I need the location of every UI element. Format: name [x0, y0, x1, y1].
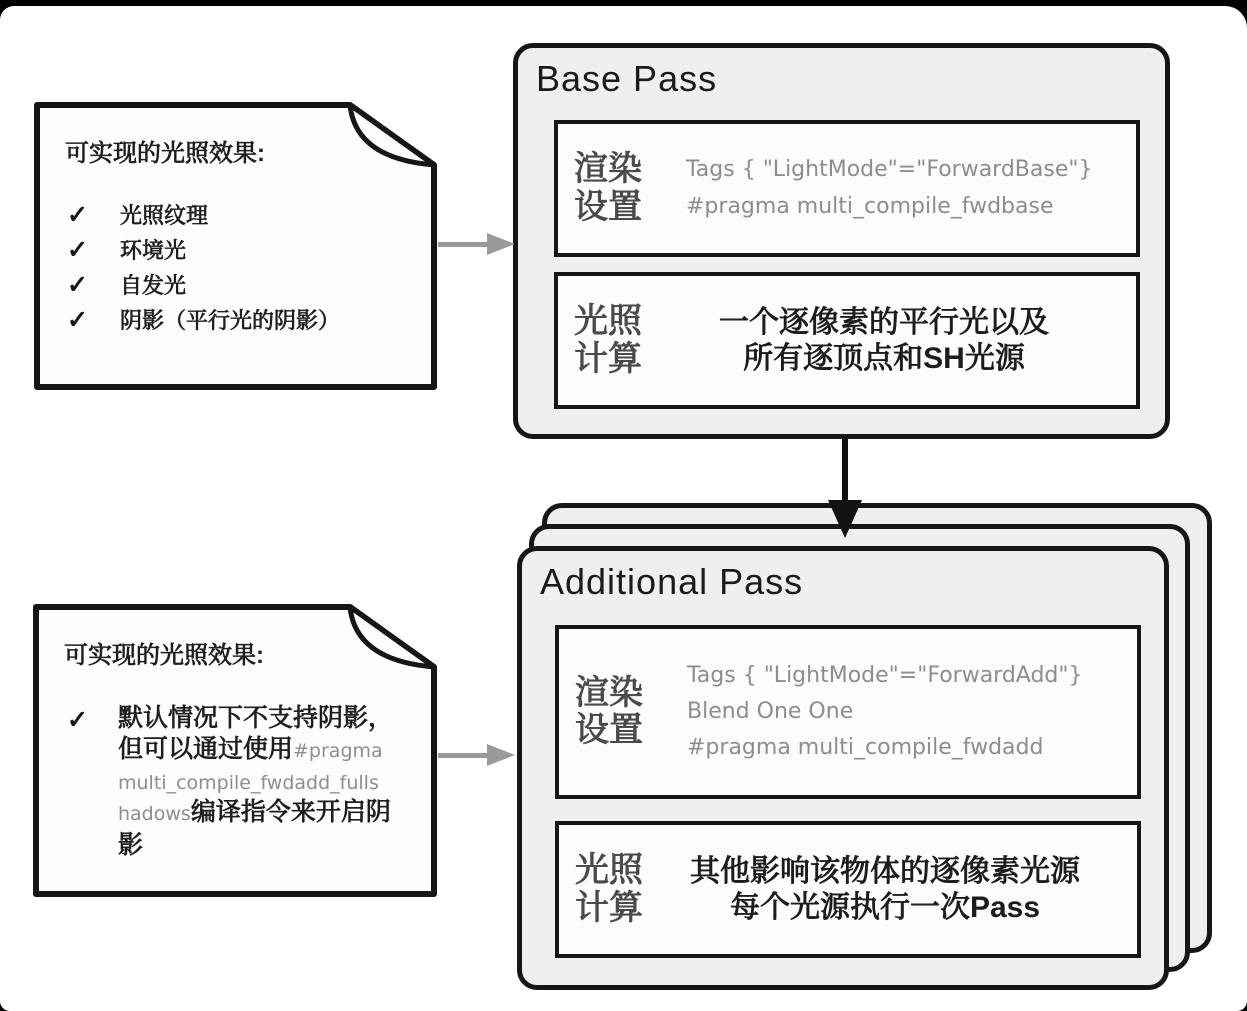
base-pass-render-code: [686, 152, 1092, 225]
arrow-right-head-icon: [487, 233, 515, 255]
list-item: ✓ 环境光: [67, 235, 187, 264]
pragma-code-text: hadows: [118, 803, 191, 825]
additional-pass-render-code: [687, 658, 1083, 767]
arrow-right-icon: [438, 242, 488, 247]
arrow-right-icon: [438, 753, 488, 758]
code-line: #pragma multi_compile_fwdbase: [686, 193, 1054, 219]
code-line: Tags { "LightMode"="ForwardBase"}: [686, 157, 1093, 183]
additional-pass-lighting-text: 其他影响该物体的逐像素光源 每个光源执行一次Pass: [690, 854, 1080, 924]
checkmark-icon: ✓: [67, 270, 88, 299]
code-line: Tags { "LightMode"="ForwardAdd"}: [687, 662, 1083, 688]
note-title: 可实现的光照效果:: [64, 642, 264, 669]
additional-pass-title: Additional Pass: [540, 561, 804, 602]
render-settings-label: 渲染 设置: [574, 150, 642, 226]
arrow-down-icon: [842, 439, 848, 502]
arrow-right-head-icon: [487, 744, 515, 766]
note-title: 可实现的光照效果:: [65, 140, 265, 167]
list-item: [67, 703, 434, 861]
code-line: #pragma multi_compile_fwdadd: [687, 735, 1044, 761]
code-line: Blend One One: [687, 698, 854, 724]
lighting-calc-label: 光照 计算: [574, 302, 642, 378]
list-item: ✓ 阴影（平行光的阴影）: [67, 305, 341, 334]
additional-pass-effects-note: [32, 603, 438, 898]
arrow-down-head-icon: [828, 500, 862, 538]
pragma-code-text: #pragma: [293, 740, 383, 762]
additional-pass-panel: [517, 546, 1169, 990]
render-settings-label: 渲染 设置: [575, 673, 643, 749]
pragma-code-text: multi_compile_fwdadd_fulls: [118, 772, 379, 794]
list-item: ✓ 光照纹理: [67, 200, 209, 229]
base-pass-render-settings-box: [554, 120, 1140, 257]
base-pass-panel: [513, 43, 1170, 439]
diagram-canvas: [0, 6, 1247, 1011]
checkmark-icon: ✓: [67, 305, 88, 334]
additional-pass-lighting-box: [555, 821, 1141, 958]
base-pass-lighting-box: [554, 272, 1140, 409]
base-pass-effects-note: [33, 101, 438, 391]
base-pass-lighting-text: 一个逐像素的平行光以及 所有逐顶点和SH光源: [719, 305, 1049, 375]
checkmark-icon: ✓: [67, 706, 88, 734]
checkmark-icon: ✓: [67, 235, 88, 264]
effects-checklist: [67, 197, 340, 337]
lighting-calc-label: 光照 计算: [575, 851, 643, 927]
list-item: ✓ 自发光: [67, 270, 187, 299]
checkmark-icon: ✓: [67, 200, 88, 229]
additional-pass-render-settings-box: [555, 625, 1141, 799]
shadow-support-text: 默认情况下不支持阴影， 但可以通过使用#pragma multi_compile_fwdadd_fulls hadows编译指令来开启阴 影: [118, 704, 394, 859]
base-pass-title: Base Pass: [536, 58, 718, 99]
